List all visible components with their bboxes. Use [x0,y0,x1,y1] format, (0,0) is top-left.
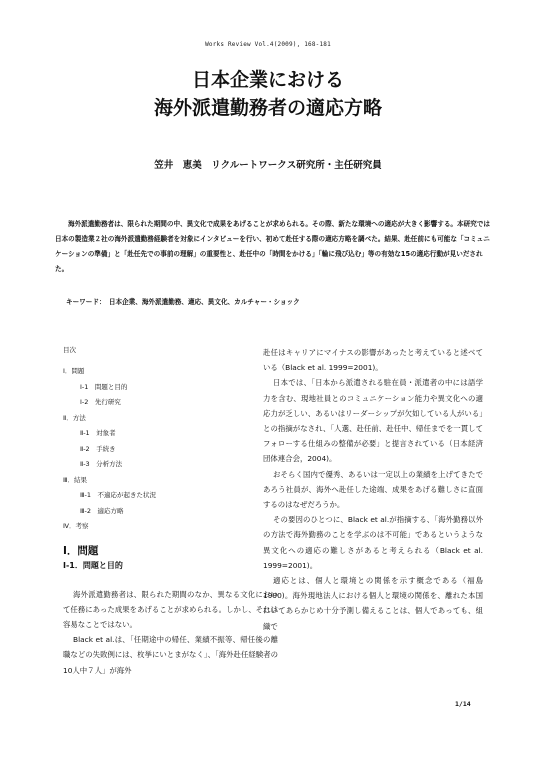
toc-item: Ⅱ．方法 [63,413,86,422]
toc-item: Ⅰ-1 問題と目的 [80,382,128,391]
toc-item: Ⅱ-2 手続き [80,444,116,453]
body-paragraph: 海外派遣勤務者は、限られた期間のなか、異なる文化において任務にあった成果をあげることが求められる。しかし、それは容易なことではない。 [63,589,278,629]
toc-item: Ⅲ．結果 [63,475,87,484]
author-line: 笠井 恵美 リクルートワークス研究所・主任研究員 [154,160,382,171]
toc-item: Ⅱ-3 分析方法 [80,460,123,468]
table-of-contents [63,364,278,535]
abstract: 海外派遣勤務者は、限られた期間の中、異文化で成果をあげることが求められる。その際、新たな環境への適応が大きく影響する。本研究では日本の製造業２社の海外派遣勤務経験者を対象にインタビューを行い、初めて赴任する際の適応方略を調べた。結果、赴任前にも可能な「コミュニケーションの準備」と「赴任先での事前の理解」の重要性と、赴任中の「時間をかける」「輪に飛び込む」等の有効な15の適応行動が見いだされた。 [55,219,490,273]
journal-citation: Works Review Vol.4(2009), 168-181 [205,41,331,48]
body-paragraph: 赴任はキャリアにマイナスの影響があったと考えていると述べている（Black et al. 1999=2001)。 [263,348,483,373]
body-paragraph: 適応とは、個人と環境との関係を示す概念である（福島 1990)。海外現地法人における個人と環境の関係を、離れた本国にいてあらかじめ十分予測し備えることは、個人であっても、組織で [263,576,483,631]
section-title: Ⅰ．問題 [63,544,99,557]
keywords: キーワード： 日本企業、海外派遣勤務、適応、異文化、カルチャー・ショック [66,298,300,306]
toc-item: Ⅱ-1 対象者 [80,429,116,437]
subsection-title: Ⅰ-1．問題と目的 [63,560,123,570]
body-paragraph: その要因のひとつに、Black et al.が指摘する、「海外勤務以外の方法で海外勤務のことを学ぶのは不可能」であるというような異文化への適応の難しさがあると考えられる（Black et al. 1999=2001)。 [263,515,483,570]
body-paragraph: おそらく国内で優秀、あるいは一定以上の業績を上げてきたであろう社員が、海外へ赴任した途端、成果をあげる難しさに直面するのはなぜだろうか。 [263,469,483,510]
toc-item: Ⅲ-1 不適応が起きた状況 [80,491,156,499]
toc-item: Ⅳ．考察 [63,522,89,530]
left-column [63,345,278,678]
toc-item: Ⅰ．問題 [63,367,85,375]
right-column [263,345,483,634]
paper-title [0,66,536,122]
body-paragraph: Black et al.は、「任期途中の帰任、業績不振等、帰任後の離職などの失敗例には、枚挙にいとまがなく」、「海外赴任経験者の10人中７人」が海外 [63,635,278,675]
toc-heading: 目次 [63,346,76,354]
title-line-1: 日本企業における [191,69,344,91]
page-number: 1/14 [455,700,471,708]
title-line-2: 海外派遣勤務者の適応方略 [153,97,382,119]
toc-item: Ⅲ-2 適応方略 [80,506,124,515]
toc-item: Ⅰ-2 先行研究 [80,398,121,406]
body-paragraph: 日本では、「日本から派遣される駐在員・派遣者の中には語学力を含む、現地社員とのコミュニケーション能力や異文化への適応力が乏しい、あるいはリーダーシップが欠如している人がいる」との指摘がなされ、「人選、赴任前、赴任中、帰任までを一貫してフォローする仕組みの整備が必要」と提言されている（日本経済団体連合会，2004)。 [263,378,483,464]
